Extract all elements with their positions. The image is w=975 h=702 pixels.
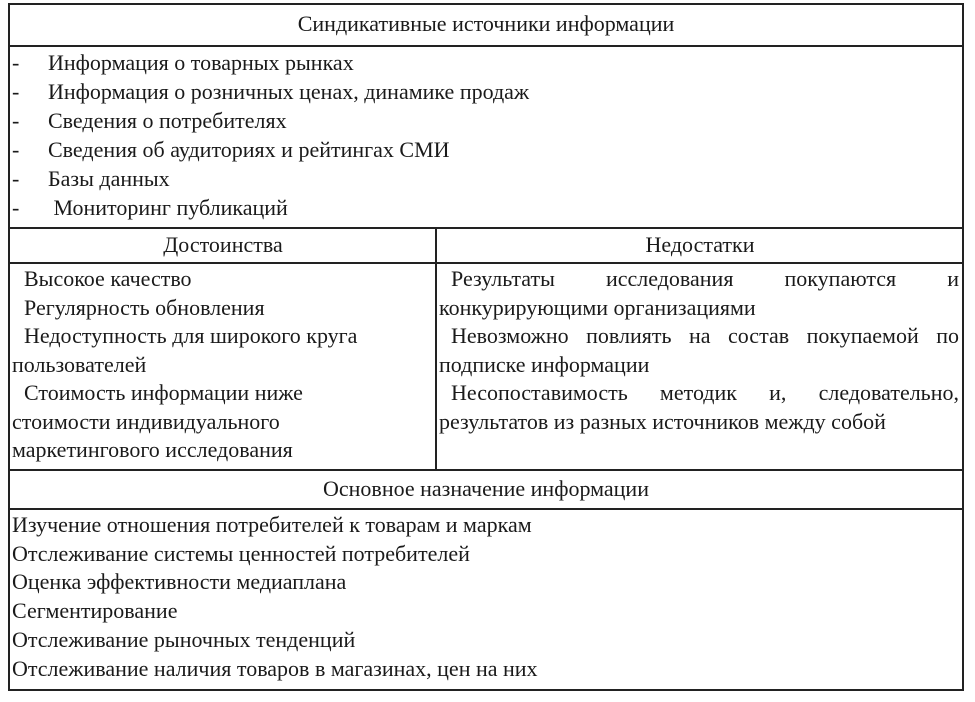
purpose-title: Основное назначение информации: [323, 476, 649, 501]
list-item: [10, 135, 962, 164]
list-item: [10, 77, 962, 106]
sources-title: Синдикативные источники информации: [297, 11, 675, 36]
bullet-dash: -: [12, 79, 20, 104]
pros-cell: [12, 265, 422, 465]
pros-item: Регулярность обновления: [24, 294, 265, 320]
list-item-text: Сведения о потребителях: [48, 108, 287, 133]
cons-item: Несопоставимость методик и, следовательно, результатов из разных источников между собой: [439, 380, 959, 434]
list-item: Отслеживание системы ценностей потребителей: [12, 540, 470, 566]
purpose-list: [12, 511, 962, 683]
bullet-dash: -: [12, 166, 20, 191]
pros-cons-header-row: [10, 229, 962, 261]
bullet-dash: -: [12, 137, 20, 162]
cons-item: Невозможно повлиять на состав покупаемой по подписке информации: [439, 323, 959, 377]
list-item-text: Информация о товарных рынках: [48, 50, 354, 75]
divider: [10, 262, 962, 264]
list-item: Сегментирование: [12, 598, 178, 624]
pros-item: Недоступность для широкого круга пользователей: [12, 323, 358, 377]
pros-header: Достоинства: [163, 232, 283, 257]
list-item: Оценка эффективности медиаплана: [12, 569, 347, 595]
sources-list: [10, 48, 962, 222]
bullet-dash: -: [12, 195, 20, 220]
list-item: [10, 193, 962, 222]
cons-header: Недостатки: [645, 232, 755, 257]
bullet-dash: -: [12, 108, 20, 133]
divider: [10, 508, 962, 510]
list-item: Изучение отношения потребителей к товарам и маркам: [12, 512, 532, 537]
list-item: Отслеживание рыночных тенденций: [12, 626, 356, 652]
list-item-text: Информация о розничных ценах, динамике продаж: [48, 79, 530, 104]
list-item-text: Базы данных: [48, 166, 170, 191]
cons-item: Результаты исследования покупаются и конкурирующими организациями: [439, 266, 959, 320]
pros-cons-content-row: [10, 265, 962, 469]
syndicated-sources-table: [8, 3, 964, 691]
cons-cell: [439, 265, 959, 436]
bullet-dash: -: [12, 50, 20, 75]
pros-item: Стоимость информации ниже стоимости индивидуального маркетингового исследования: [12, 380, 303, 462]
list-item-text: Мониторинг публикаций: [48, 195, 288, 220]
list-item: [10, 164, 962, 193]
list-item: [10, 48, 962, 77]
list-item-text: Сведения об аудиториях и рейтингах СМИ: [48, 137, 450, 162]
divider: [10, 45, 962, 47]
list-item: [10, 106, 962, 135]
list-item: Отслеживание наличия товаров в магазинах, цен на них: [12, 655, 538, 681]
pros-item: Высокое качество: [24, 266, 192, 291]
